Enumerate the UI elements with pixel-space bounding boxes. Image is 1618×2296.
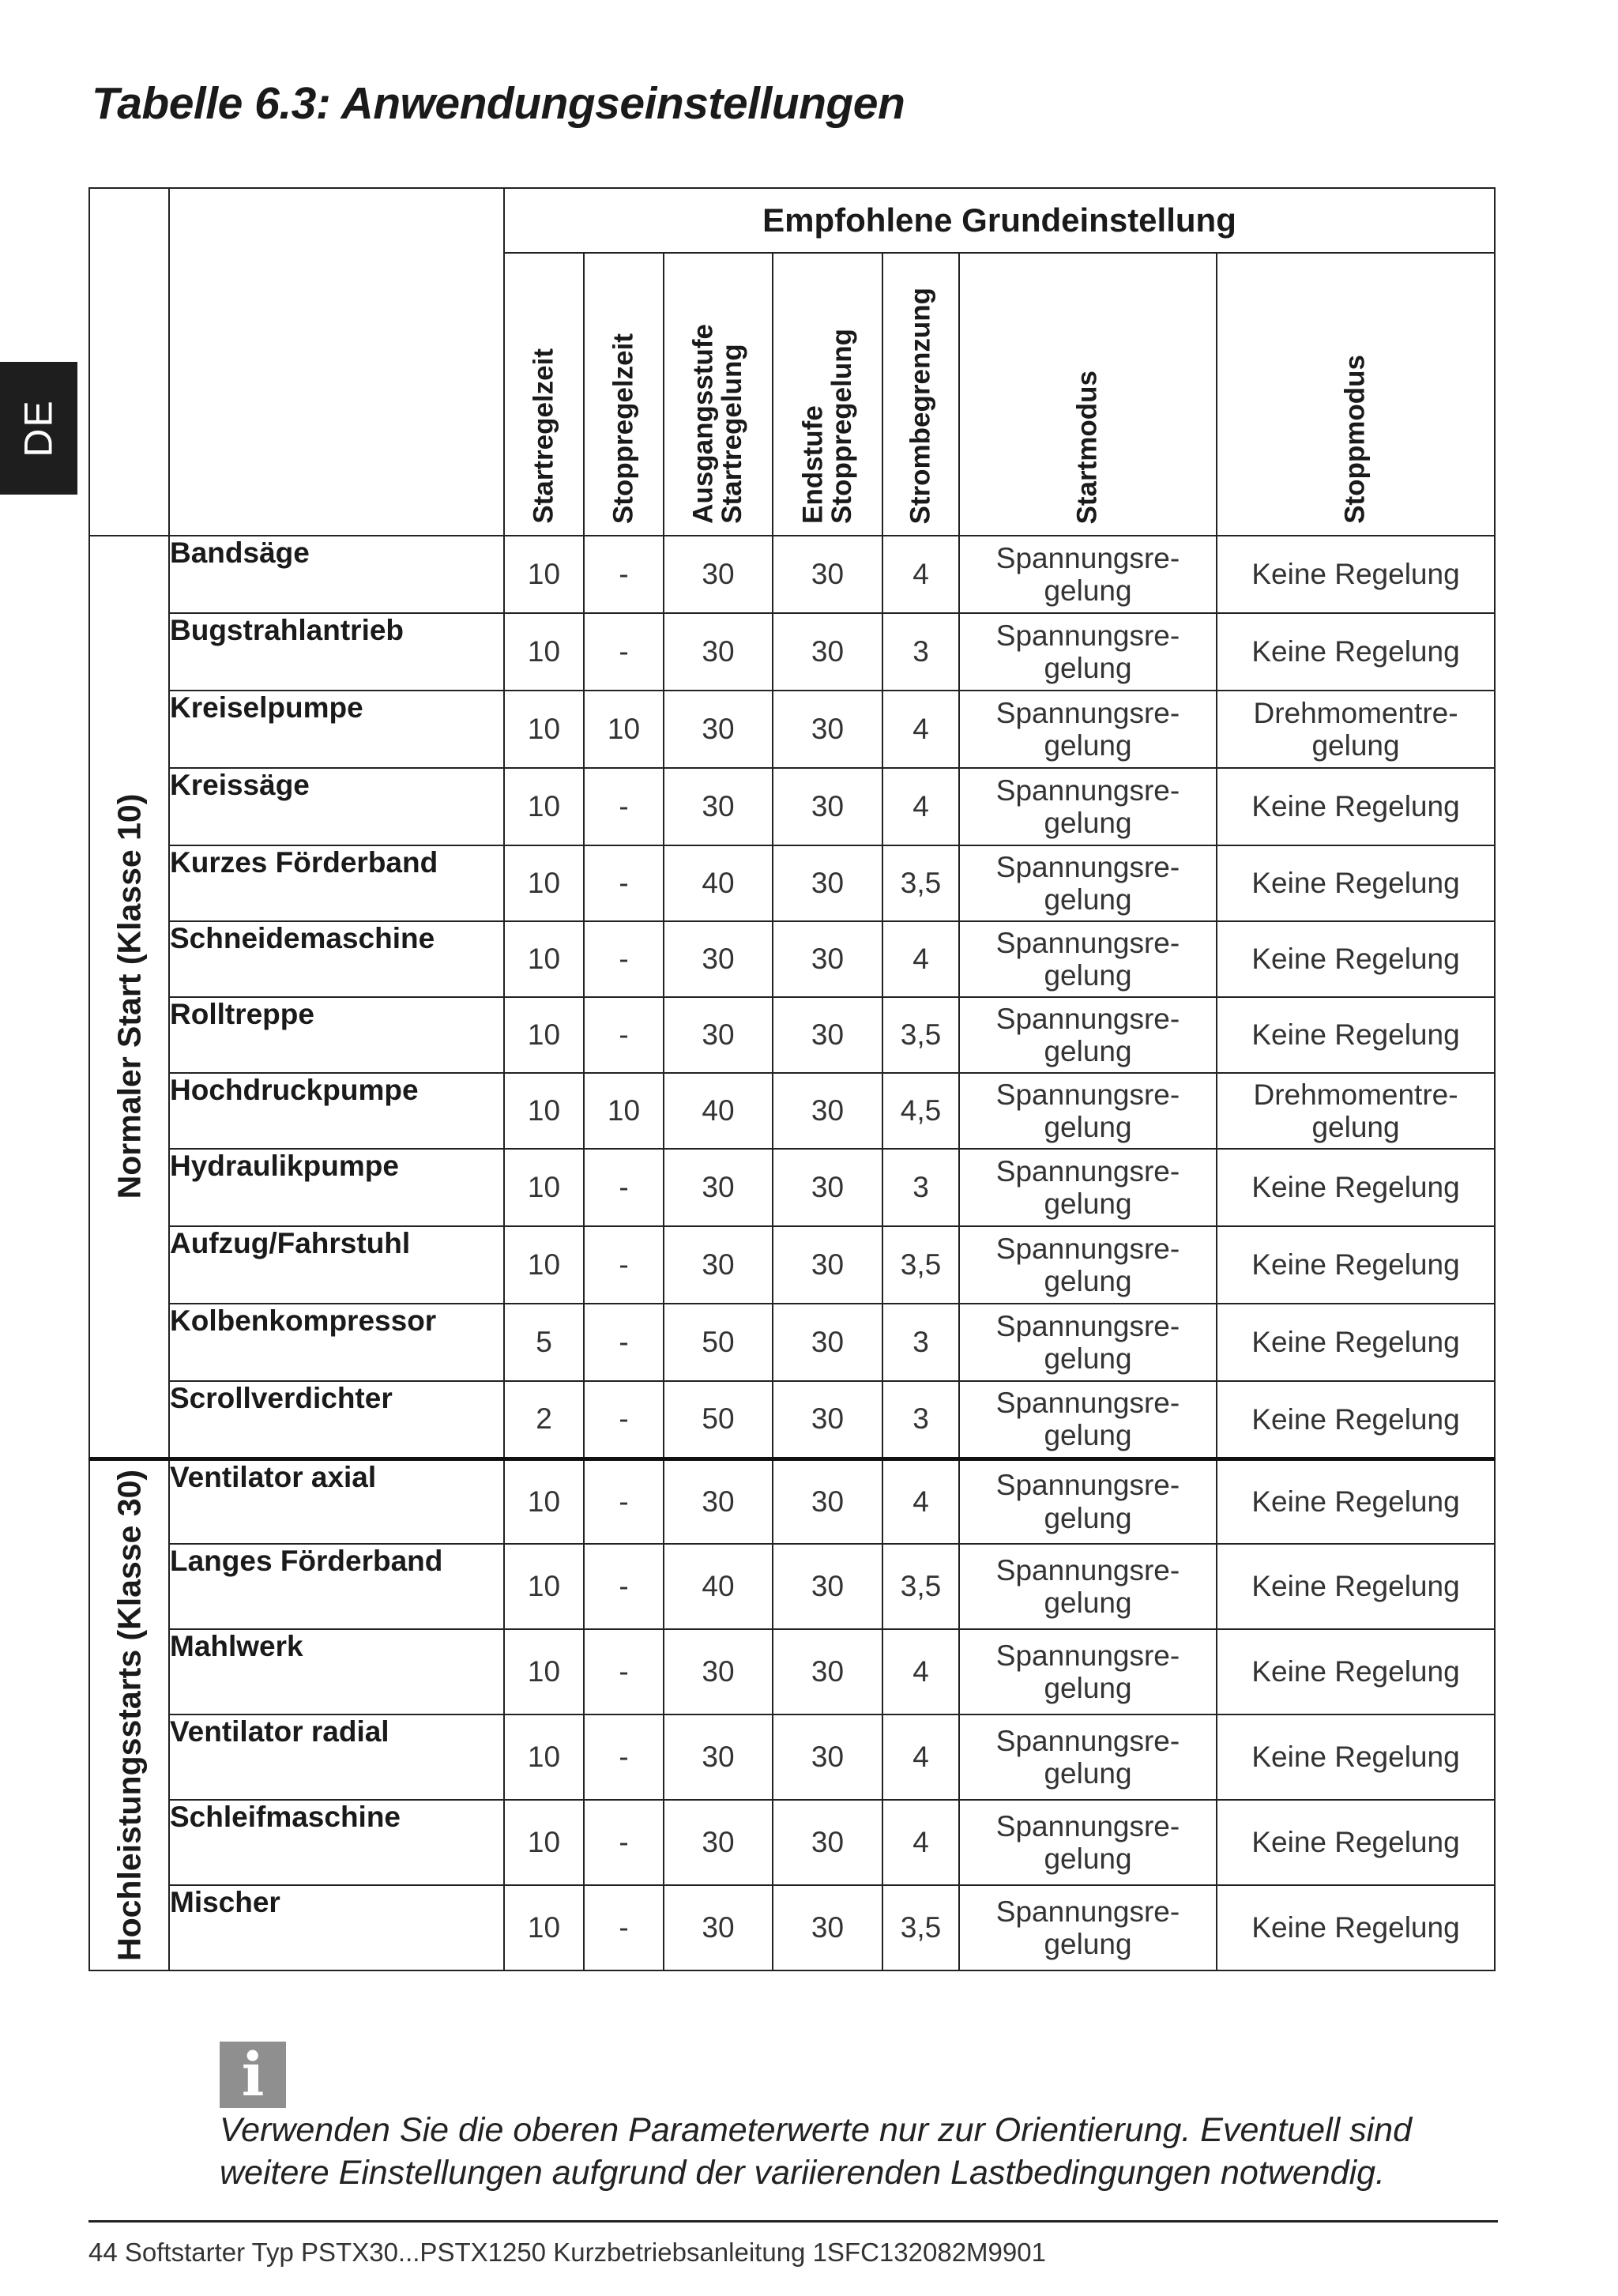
value-cell: -: [584, 1149, 664, 1226]
value-cell: 30: [773, 845, 882, 921]
info-icon: [220, 2039, 286, 2110]
language-tab-label: DE: [17, 399, 61, 457]
category-label: Hochleistungsstarts (Klasse 30): [111, 1469, 147, 1961]
value-cell: 3,5: [882, 1226, 959, 1304]
category-cell: [89, 536, 169, 1459]
footer-divider: [88, 2220, 1498, 2223]
mode-cell: Keine Regelung: [1217, 1544, 1495, 1629]
value-cell: 30: [773, 1149, 882, 1226]
mode-cell: Spannungsre- gelung: [959, 1629, 1217, 1714]
mode-cell: Drehmomentre- gelung: [1217, 1073, 1495, 1149]
value-cell: 30: [664, 921, 773, 997]
mode-cell: Spannungsre- gelung: [959, 1544, 1217, 1629]
column-header-stop-ramp: [584, 253, 664, 536]
application-name: Bugstrahlantrieb: [169, 613, 504, 691]
application-name: Schleifmaschine: [169, 1800, 504, 1885]
value-cell: -: [584, 997, 664, 1073]
value-cell: 10: [504, 1459, 584, 1544]
value-cell: 10: [504, 1714, 584, 1800]
table-row: [89, 921, 1495, 997]
mode-cell: Spannungsre- gelung: [959, 768, 1217, 845]
value-cell: 40: [664, 845, 773, 921]
table-row: [89, 1714, 1495, 1800]
table-row: [89, 536, 1495, 613]
value-cell: 3: [882, 1149, 959, 1226]
application-name: Aufzug/Fahrstuhl: [169, 1226, 504, 1304]
value-cell: -: [584, 1544, 664, 1629]
table-row: [89, 1073, 1495, 1149]
value-cell: 10: [504, 691, 584, 768]
language-tab: [0, 362, 77, 495]
value-cell: 10: [584, 1073, 664, 1149]
value-cell: 30: [664, 536, 773, 613]
value-cell: 3,5: [882, 1544, 959, 1629]
value-cell: 40: [664, 1073, 773, 1149]
value-cell: 30: [773, 1714, 882, 1800]
column-header-current-limit: [882, 253, 959, 536]
table-row: [89, 997, 1495, 1073]
value-cell: 10: [504, 1800, 584, 1885]
value-cell: 30: [664, 997, 773, 1073]
mode-cell: Keine Regelung: [1217, 1629, 1495, 1714]
mode-cell: Spannungsre- gelung: [959, 1226, 1217, 1304]
info-note: Verwenden Sie die oberen Parameterwerte nur zur Orientierung. Eventuell sind weitere Einstellungen aufgrund der variierenden Lastbedingungen notwendig.: [220, 2111, 1413, 2192]
table-row: [89, 613, 1495, 691]
table-row: [89, 1544, 1495, 1629]
value-cell: 30: [773, 536, 882, 613]
mode-cell: Spannungsre- gelung: [959, 691, 1217, 768]
mode-cell: Keine Regelung: [1217, 1149, 1495, 1226]
table-body: [89, 536, 1495, 1970]
value-cell: 30: [773, 1073, 882, 1149]
value-cell: 3: [882, 1304, 959, 1381]
value-cell: 10: [504, 845, 584, 921]
table-row: [89, 1629, 1495, 1714]
value-cell: 30: [773, 997, 882, 1073]
value-cell: 30: [773, 613, 882, 691]
value-cell: 10: [504, 921, 584, 997]
application-settings-table: [88, 187, 1496, 1971]
column-header-stop-mode: [1217, 253, 1495, 536]
mode-cell: Keine Regelung: [1217, 997, 1495, 1073]
value-cell: 10: [504, 768, 584, 845]
group-header: Empfohlene Grundeinstellung: [504, 188, 1495, 253]
mode-cell: Spannungsre- gelung: [959, 997, 1217, 1073]
column-header-end-level: [773, 253, 882, 536]
value-cell: 30: [773, 1226, 882, 1304]
value-cell: 30: [773, 1544, 882, 1629]
value-cell: 3: [882, 1381, 959, 1459]
value-cell: -: [584, 613, 664, 691]
application-name: Mahlwerk: [169, 1629, 504, 1714]
column-header-label: Startregelzeit: [528, 348, 559, 524]
application-name: Kolbenkompressor: [169, 1304, 504, 1381]
value-cell: -: [584, 536, 664, 613]
value-cell: 30: [664, 691, 773, 768]
column-header-start-mode: [959, 253, 1217, 536]
application-name: Mischer: [169, 1885, 504, 1970]
value-cell: 30: [773, 1459, 882, 1544]
value-cell: 10: [504, 1226, 584, 1304]
info-icon-glyph: i: [241, 2039, 265, 2110]
value-cell: 10: [504, 1885, 584, 1970]
column-header-label: Stoppmodus: [1339, 355, 1371, 524]
column-header-label: Strombegrenzung: [905, 287, 936, 524]
value-cell: 4: [882, 536, 959, 613]
column-header-label: Stoppregelzeit: [608, 333, 639, 524]
mode-cell: Spannungsre- gelung: [959, 1073, 1217, 1149]
mode-cell: Spannungsre- gelung: [959, 613, 1217, 691]
category-cell: [89, 1459, 169, 1970]
value-cell: 3,5: [882, 1885, 959, 1970]
value-cell: 10: [504, 1544, 584, 1629]
value-cell: -: [584, 1885, 664, 1970]
column-header-label: Ausgangsstufe Startregelung: [687, 324, 747, 524]
value-cell: 50: [664, 1304, 773, 1381]
column-header-start-ramp: [504, 253, 584, 536]
mode-cell: Drehmomentre- gelung: [1217, 691, 1495, 768]
value-cell: 30: [664, 1714, 773, 1800]
value-cell: 10: [504, 997, 584, 1073]
application-name: Hydraulikpumpe: [169, 1149, 504, 1226]
mode-cell: Spannungsre- gelung: [959, 845, 1217, 921]
category-label: Normaler Start (Klasse 10): [111, 793, 147, 1199]
value-cell: -: [584, 1304, 664, 1381]
value-cell: 4: [882, 768, 959, 845]
value-cell: 30: [773, 1629, 882, 1714]
value-cell: 30: [664, 1629, 773, 1714]
mode-cell: Keine Regelung: [1217, 1885, 1495, 1970]
application-name: Kreissäge: [169, 768, 504, 845]
mode-cell: Keine Regelung: [1217, 536, 1495, 613]
value-cell: 30: [664, 1226, 773, 1304]
value-cell: 4,5: [882, 1073, 959, 1149]
table-row: [89, 691, 1495, 768]
value-cell: 40: [664, 1544, 773, 1629]
page-title: Tabelle 6.3: Anwendungseinstellungen: [92, 78, 905, 129]
mode-cell: Keine Regelung: [1217, 1800, 1495, 1885]
value-cell: 10: [504, 613, 584, 691]
value-cell: 4: [882, 1714, 959, 1800]
mode-cell: Spannungsre- gelung: [959, 1149, 1217, 1226]
table-row: [89, 1226, 1495, 1304]
value-cell: -: [584, 1714, 664, 1800]
category-header-cell: [89, 188, 169, 536]
value-cell: 10: [504, 1629, 584, 1714]
value-cell: 10: [584, 691, 664, 768]
mode-cell: Spannungsre- gelung: [959, 1800, 1217, 1885]
value-cell: 30: [773, 1381, 882, 1459]
table-row: [89, 1304, 1495, 1381]
mode-cell: Spannungsre- gelung: [959, 921, 1217, 997]
page-footer: 44 Softstarter Typ PSTX30...PSTX1250 Kurzbetriebsanleitung 1SFC132082M9901: [88, 2238, 1046, 2267]
value-cell: 3,5: [882, 997, 959, 1073]
value-cell: 30: [773, 1885, 882, 1970]
mode-cell: Keine Regelung: [1217, 1304, 1495, 1381]
value-cell: 4: [882, 1629, 959, 1714]
table-row: [89, 1381, 1495, 1459]
value-cell: -: [584, 845, 664, 921]
value-cell: 30: [664, 1885, 773, 1970]
mode-cell: Keine Regelung: [1217, 921, 1495, 997]
value-cell: -: [584, 921, 664, 997]
value-cell: -: [584, 768, 664, 845]
column-header-initial-level: [664, 253, 773, 536]
application-name: Scrollverdichter: [169, 1381, 504, 1459]
value-cell: 5: [504, 1304, 584, 1381]
column-header-label: Startmodus: [1071, 370, 1103, 524]
table-row: [89, 1800, 1495, 1885]
application-name: Rolltreppe: [169, 997, 504, 1073]
table-row: [89, 1459, 1495, 1544]
application-name: Ventilator axial: [169, 1459, 504, 1544]
value-cell: 30: [773, 768, 882, 845]
column-header-label: Endstufe Stoppregelung: [796, 329, 857, 524]
mode-cell: Keine Regelung: [1217, 1714, 1495, 1800]
value-cell: 30: [664, 1149, 773, 1226]
value-cell: 4: [882, 691, 959, 768]
value-cell: 10: [504, 1149, 584, 1226]
mode-cell: Keine Regelung: [1217, 1226, 1495, 1304]
application-header-cell: [169, 188, 504, 536]
mode-cell: Keine Regelung: [1217, 613, 1495, 691]
value-cell: 30: [664, 768, 773, 845]
value-cell: 30: [664, 613, 773, 691]
value-cell: 30: [773, 691, 882, 768]
mode-cell: Keine Regelung: [1217, 768, 1495, 845]
mode-cell: Keine Regelung: [1217, 1459, 1495, 1544]
mode-cell: Spannungsre- gelung: [959, 1459, 1217, 1544]
value-cell: 2: [504, 1381, 584, 1459]
value-cell: 30: [773, 1800, 882, 1885]
application-name: Schneidemaschine: [169, 921, 504, 997]
value-cell: -: [584, 1459, 664, 1544]
value-cell: 4: [882, 1459, 959, 1544]
value-cell: 4: [882, 1800, 959, 1885]
application-name: Hochdruckpumpe: [169, 1073, 504, 1149]
value-cell: 3,5: [882, 845, 959, 921]
application-name: Kurzes Förderband: [169, 845, 504, 921]
mode-cell: Spannungsre- gelung: [959, 536, 1217, 613]
value-cell: 30: [664, 1800, 773, 1885]
mode-cell: Spannungsre- gelung: [959, 1381, 1217, 1459]
mode-cell: Spannungsre- gelung: [959, 1714, 1217, 1800]
value-cell: 30: [664, 1459, 773, 1544]
value-cell: -: [584, 1226, 664, 1304]
table-row: [89, 1885, 1495, 1970]
mode-cell: Keine Regelung: [1217, 845, 1495, 921]
value-cell: 10: [504, 1073, 584, 1149]
mode-cell: Spannungsre- gelung: [959, 1885, 1217, 1970]
application-name: Kreiselpumpe: [169, 691, 504, 768]
mode-cell: Spannungsre- gelung: [959, 1304, 1217, 1381]
table-row: [89, 845, 1495, 921]
application-name: Ventilator radial: [169, 1714, 504, 1800]
application-name: Bandsäge: [169, 536, 504, 613]
value-cell: 50: [664, 1381, 773, 1459]
value-cell: -: [584, 1629, 664, 1714]
application-name: Langes Förderband: [169, 1544, 504, 1629]
value-cell: 10: [504, 536, 584, 613]
value-cell: 30: [773, 1304, 882, 1381]
value-cell: 3: [882, 613, 959, 691]
value-cell: -: [584, 1381, 664, 1459]
mode-cell: Keine Regelung: [1217, 1381, 1495, 1459]
value-cell: 30: [773, 921, 882, 997]
value-cell: -: [584, 1800, 664, 1885]
table-row: [89, 1149, 1495, 1226]
value-cell: 4: [882, 921, 959, 997]
table-row: [89, 768, 1495, 845]
